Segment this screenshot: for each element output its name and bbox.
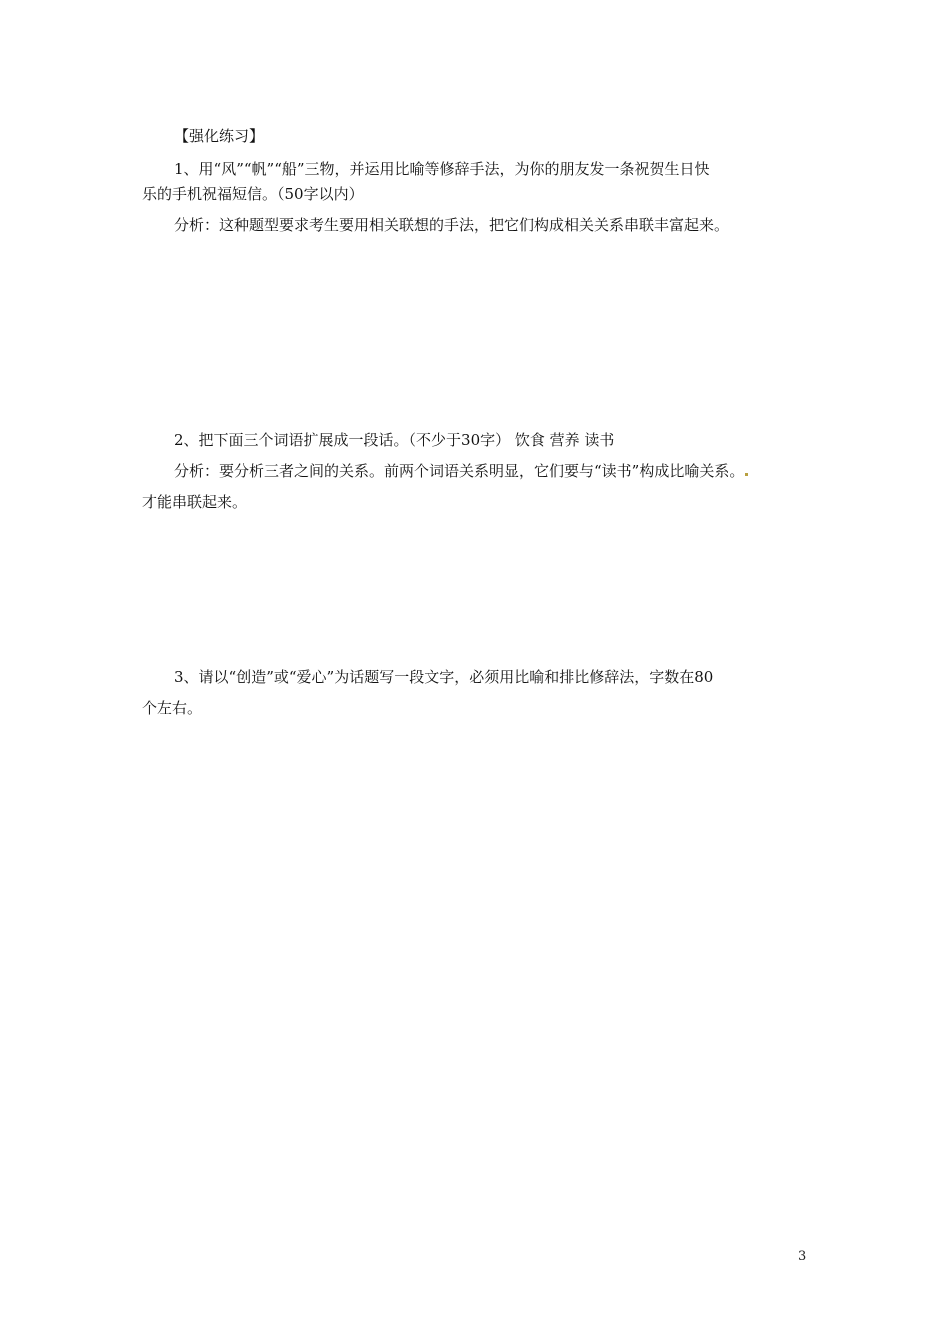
exercise-1-line-2: 乐的手机祝福短信。（50字以内） <box>142 185 364 203</box>
edit-mark-icon <box>745 473 748 476</box>
exercise-2-analysis-text: 分析：要分析三者之间的关系。前两个词语关系明显，它们要与“读书”构成比喻关系。 <box>174 462 745 480</box>
exercise-3 <box>142 665 812 721</box>
exercise-3-line-1: 3、请以“创造”或“爱心”为话题写一段文字，必须用比喻和排比修辞法，字数在80 <box>174 668 714 686</box>
exercise-2-line-1: 2、把下面三个词语扩展成一段话。（不少于30字） 饮食 营养 读书 <box>174 431 615 449</box>
page-number: 3 <box>798 1249 807 1264</box>
exercise-2 <box>142 428 812 515</box>
exercise-1-line-1: 1、用“风”“帆”“船”三物，并运用比喻等修辞手法，为你的朋友发一条祝贺生日快 <box>174 160 710 178</box>
exercise-1-analysis: 分析：这种题型要求考生要用相关联想的手法，把它们构成相关关系串联丰富起来。 <box>174 216 730 234</box>
exercise-3-line-2: 个左右。 <box>142 699 203 717</box>
exercise-2-analysis-line-2: 才能串联起来。 <box>142 493 248 511</box>
section-heading: 【强化练习】 <box>174 127 265 145</box>
exercise-2-analysis-line-1 <box>142 459 812 484</box>
exercise-1 <box>142 157 812 238</box>
